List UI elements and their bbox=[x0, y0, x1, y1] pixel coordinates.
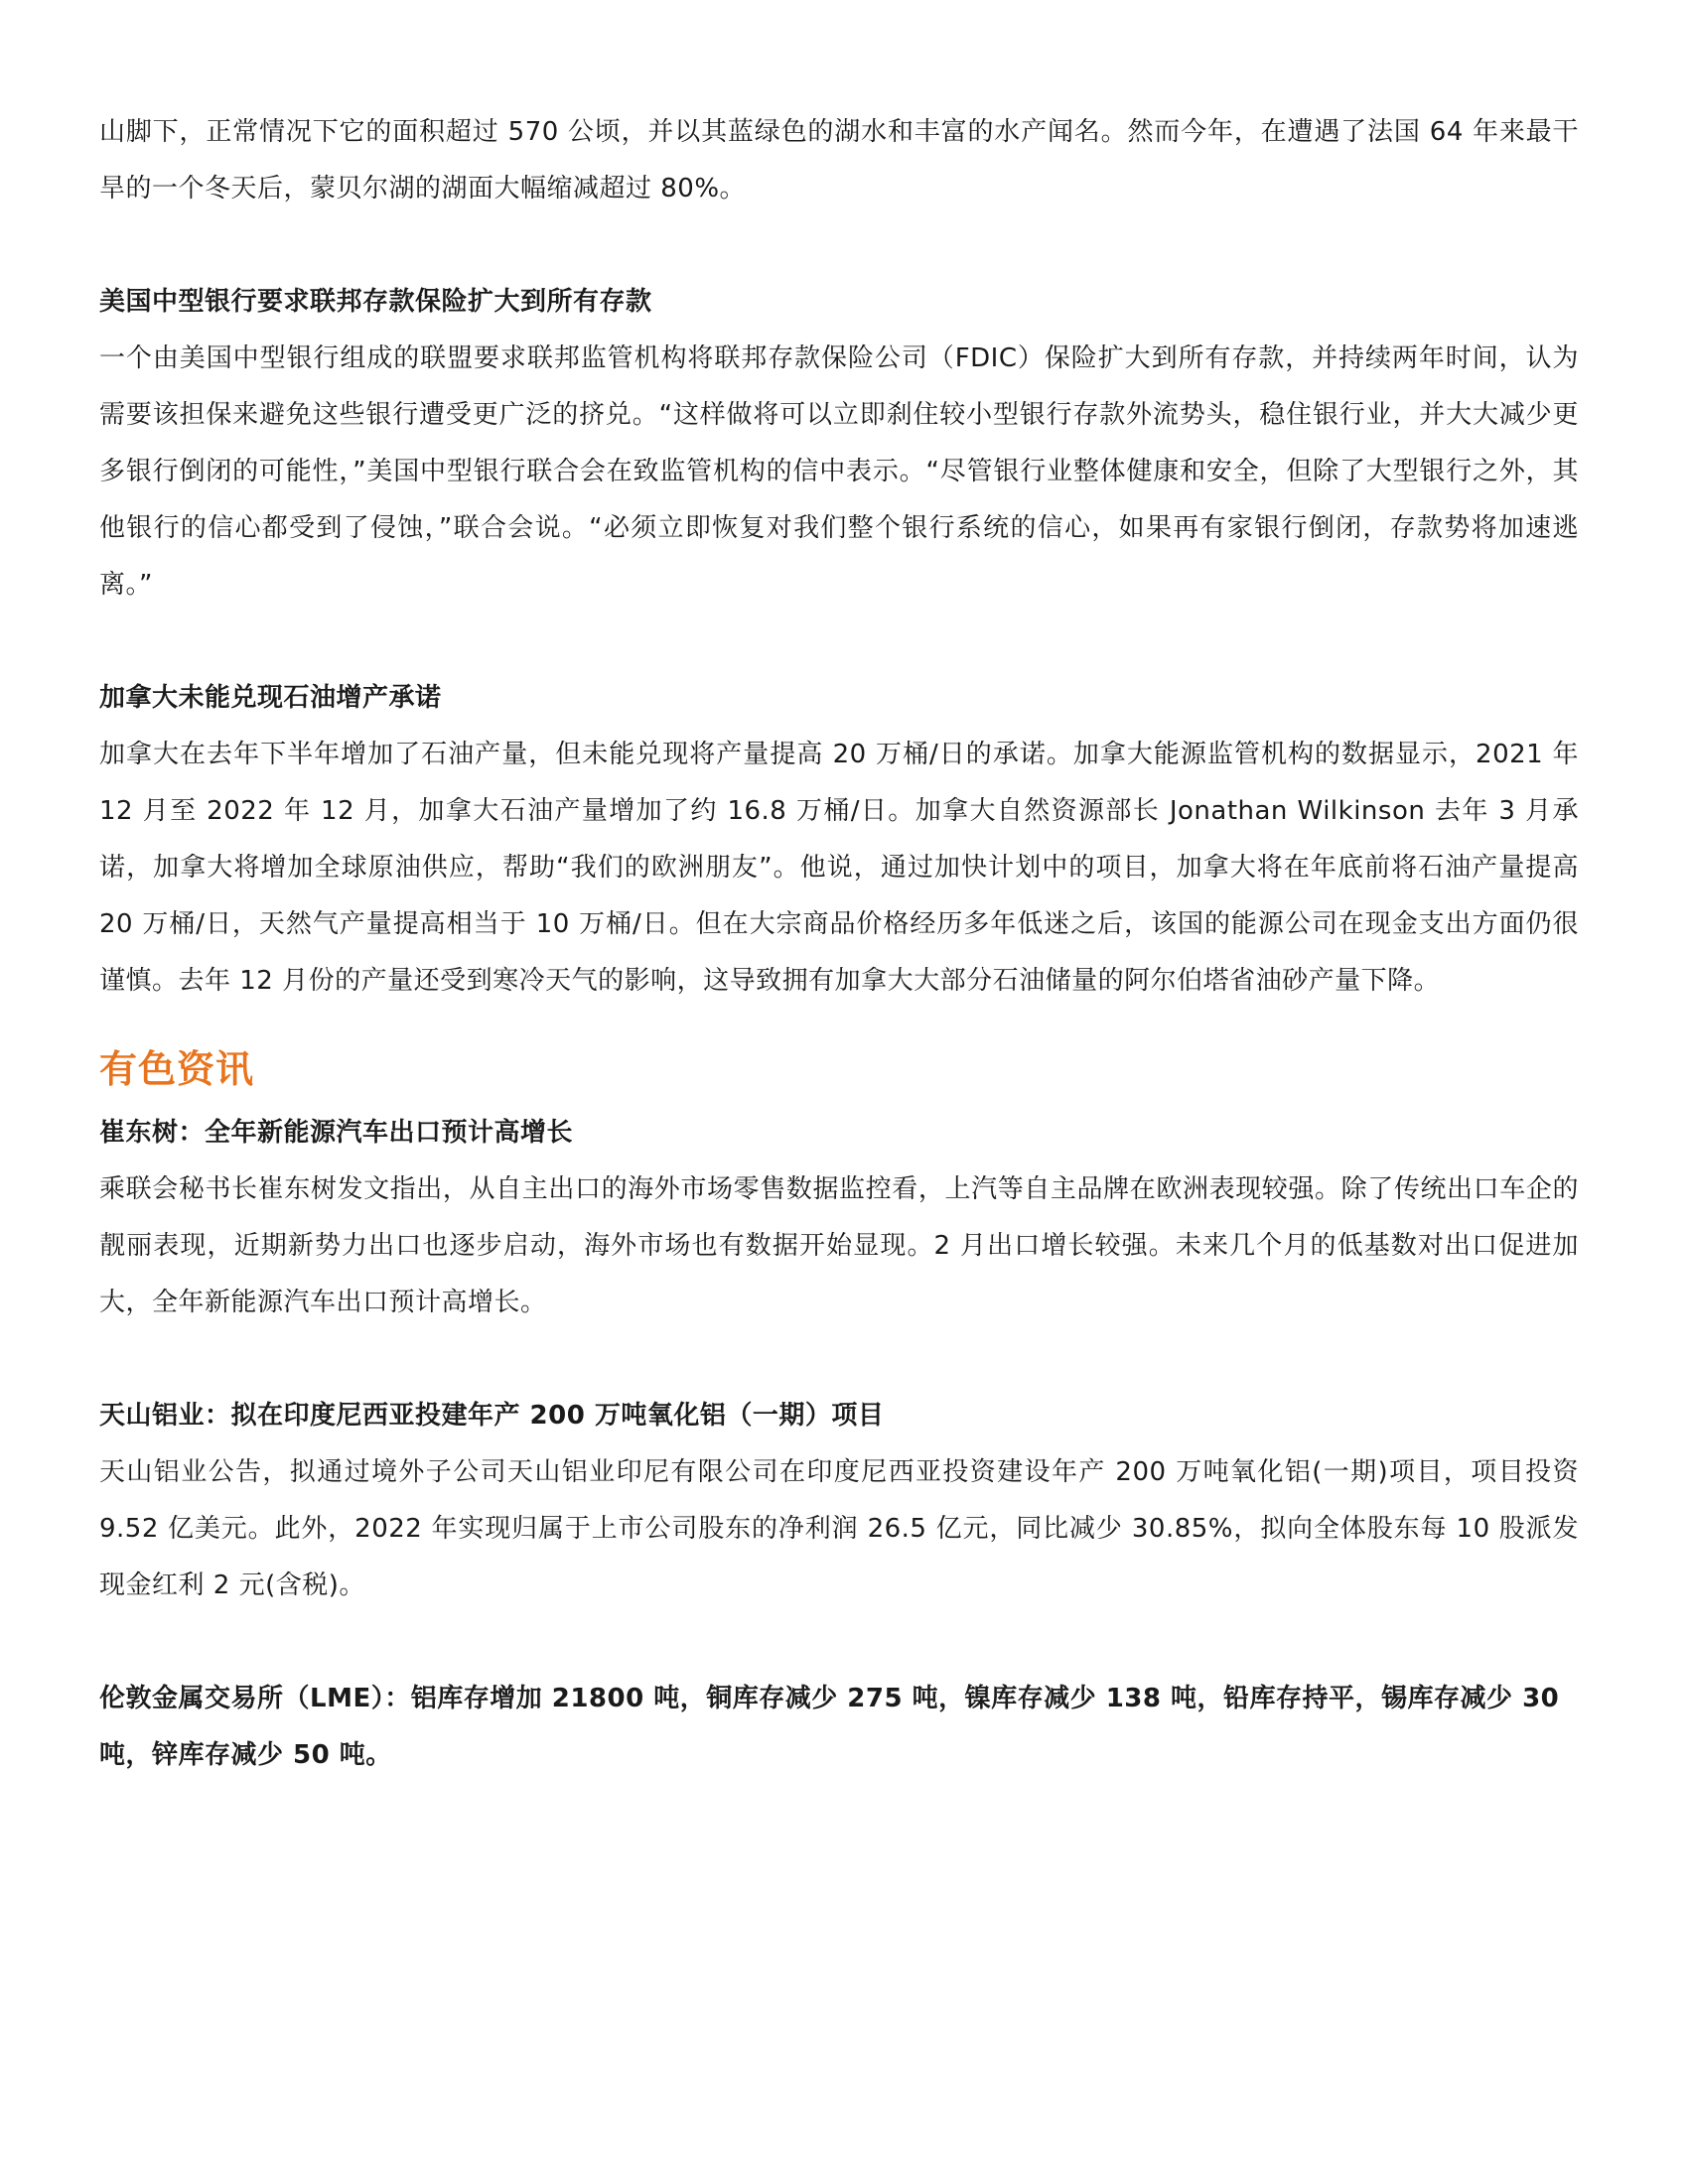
article-title: 美国中型银行要求联邦存款保险扩大到所有存款 bbox=[99, 287, 652, 317]
document-page bbox=[99, 104, 1579, 1784]
article-title: 崔东树：全年新能源汽车出口预计高增长 bbox=[99, 1118, 574, 1148]
article-tianshan-aluminum bbox=[99, 1388, 1579, 1614]
spacer bbox=[99, 1614, 1579, 1671]
article-nev-export bbox=[99, 1105, 1579, 1331]
spacer bbox=[99, 614, 1579, 670]
spacer bbox=[99, 1331, 1579, 1388]
article-us-banks bbox=[99, 274, 1579, 614]
article-body: 天山铝业公告，拟通过境外子公司天山铝业印尼有限公司在印度尼西亚投资建设年产 200 万吨氧化铝(一期)项目，项目投资 9.52 亿美元。此外，2022 年实现归属于上市公司股东的净利润 26.5 亿元，同比减少 30.85%，拟向全体股东每 10 股派发现金红利 2 元(含税)。 bbox=[99, 1457, 1579, 1600]
spacer bbox=[99, 1010, 1579, 1043]
intro-paragraph: 山脚下，正常情况下它的面积超过 570 公顷，并以其蓝绿色的湖水和丰富的水产闻名。然而今年，在遭遇了法国 64 年来最干旱的一个冬天后，蒙贝尔湖的湖面大幅缩减超过 80%。 bbox=[99, 117, 1579, 204]
section-title-nonferrous: 有色资讯 bbox=[99, 1047, 255, 1091]
article-canada-oil bbox=[99, 670, 1579, 1010]
article-title: 天山铝业：拟在印度尼西亚投建年产 200 万吨氧化铝（一期）项目 bbox=[99, 1401, 885, 1431]
article-body: 乘联会秘书长崔东树发文指出，从自主出口的海外市场零售数据监控看，上汽等自主品牌在欧洲表现较强。除了传统出口车企的靓丽表现，近期新势力出口也逐步启动，海外市场也有数据开始显现。2 月出口增长较强。未来几个月的低基数对出口促进加大，全年新能源汽车出口预计高增长。 bbox=[99, 1174, 1579, 1317]
spacer bbox=[99, 217, 1579, 274]
article-body: 一个由美国中型银行组成的联盟要求联邦监管机构将联邦存款保险公司（FDIC）保险扩大到所有存款，并持续两年时间，认为需要该担保来避免这些银行遭受更广泛的挤兑。“这样做将可以立即刹住较小型银行存款外流势头，稳住银行业，并大大减少更多银行倒闭的可能性，”美国中型银行联合会在致监管机构的信中表示。“尽管银行业整体健康和安全，但除了大型银行之外，其他银行的信心都受到了侵蚀，”联合会说。“必须立即恢复对我们整个银行系统的信心，如果再有家银行倒闭，存款势将加速逃离。” bbox=[99, 343, 1579, 600]
article-body: 加拿大在去年下半年增加了石油产量，但未能兑现将产量提高 20 万桶/日的承诺。加拿大能源监管机构的数据显示，2021 年 12 月至 2022 年 12 月，加拿大石油产量增加了约 16.8 万桶/日。加拿大自然资源部长 Jonathan Wilkinson 去年 3 月承诺，加拿大将增加全球原油供应，帮助“我们的欧洲朋友”。他说，通过加快计划中的项目，加拿大将在年底前将石油产量提高 20 万桶/日，天然气产量提高相当于 10 万桶/日。但在大宗商品价格经历多年低迷之后，该国的能源公司在现金支出方面仍很谨慎。去年 12 月份的产量还受到寒冷天气的影响，这导致拥有加拿大大部分石油储量的阿尔伯塔省油砂产量下降。 bbox=[99, 740, 1579, 996]
article-title: 加拿大未能兑现石油增产承诺 bbox=[99, 683, 442, 713]
lme-inventory-summary: 伦敦金属交易所（LME）：铝库存增加 21800 吨，铜库存减少 275 吨，镍库存减少 138 吨，铅库存持平，锡库存减少 30 吨，锌库存减少 50 吨。 bbox=[99, 1684, 1560, 1770]
